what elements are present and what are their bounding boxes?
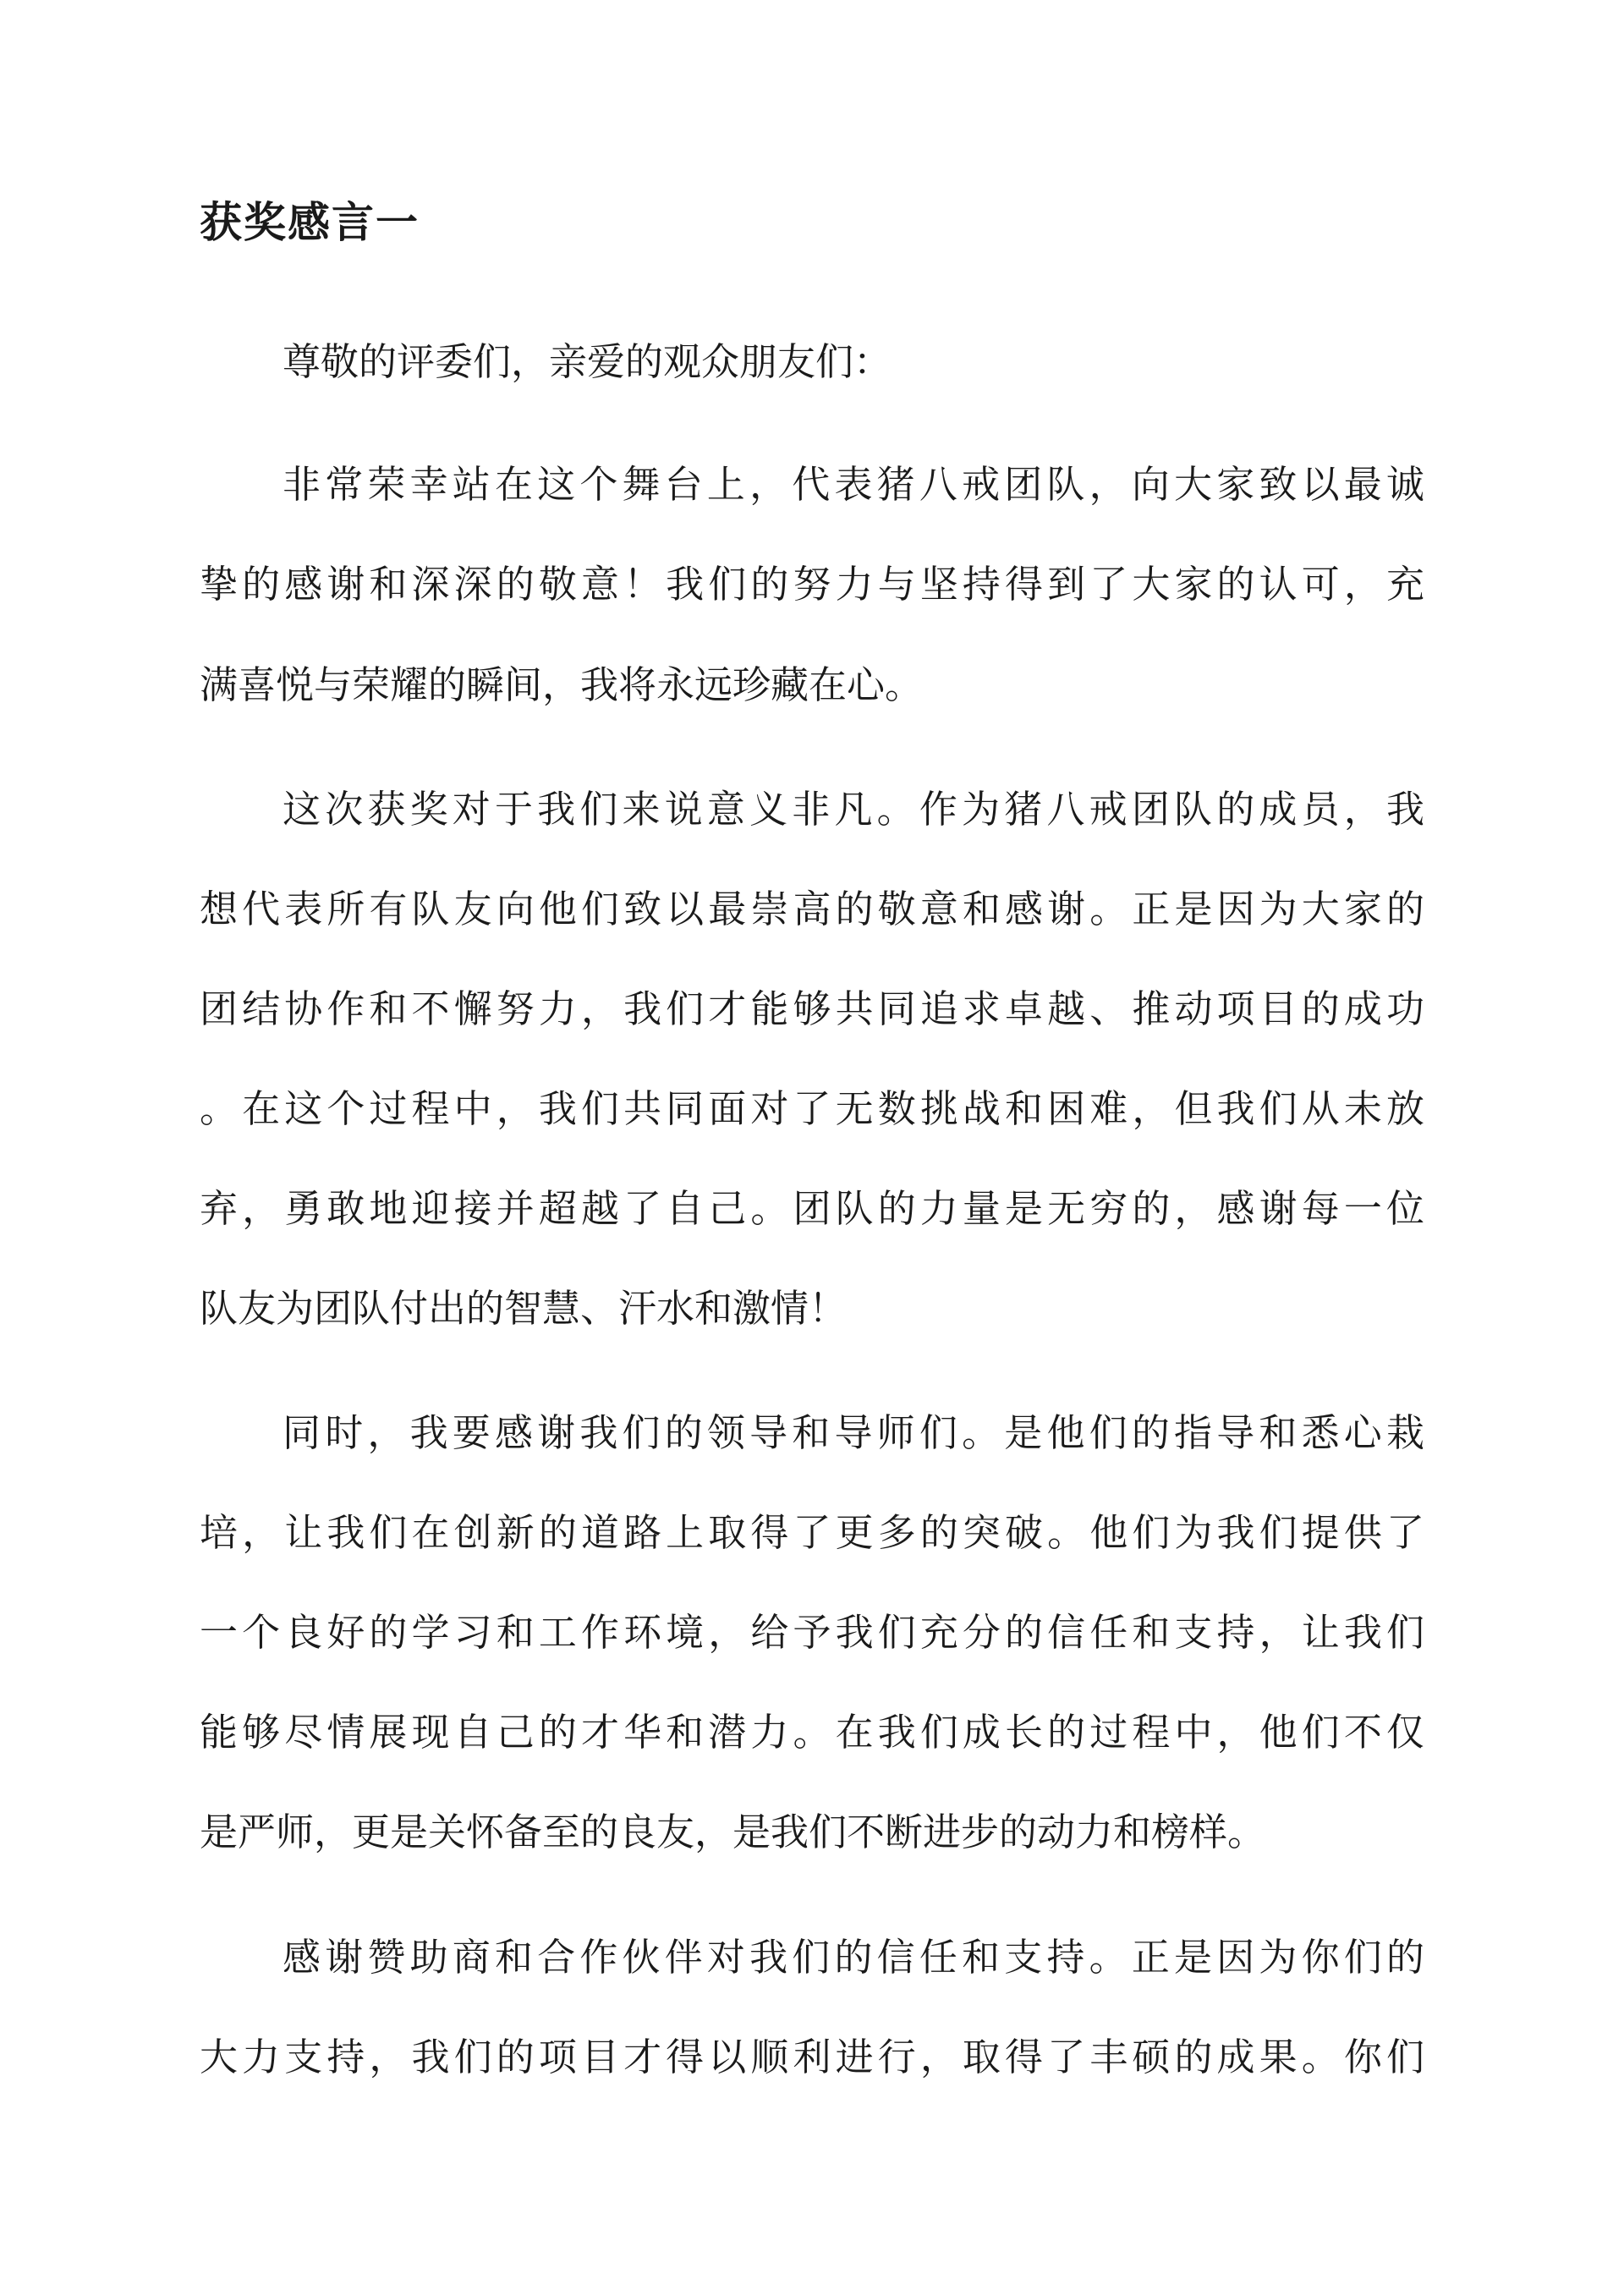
paragraph-2-line-6: 队友为团队付出的智慧、汗水和激情！ — [200, 1286, 848, 1331]
paragraph-1-line-2: 挚的感谢和深深的敬意！我们的努力与坚持得到了大家的认可，充 — [200, 562, 1424, 607]
paragraph-2-line-5: 弃，勇敢地迎接并超越了自己。团队的力量是无穷的，感谢每一位 — [200, 1186, 1424, 1231]
paragraph-3-line-1: 同时，我要感谢我们的领导和导师们。是他们的指导和悉心栽 — [283, 1410, 1424, 1455]
paragraph-3-line-4: 能够尽情展现自己的才华和潜力。在我们成长的过程中，他们不仅 — [200, 1710, 1424, 1755]
paragraph-3-line-2: 培，让我们在创新的道路上取得了更多的突破。他们为我们提供了 — [200, 1510, 1424, 1555]
paragraph-2-line-3: 团结协作和不懈努力，我们才能够共同追求卓越、推动项目的成功 — [200, 986, 1424, 1031]
document-title: 获奖感言一 — [200, 197, 420, 247]
paragraph-3-line-3: 一个良好的学习和工作环境，给予我们充分的信任和支持，让我们 — [200, 1610, 1424, 1655]
paragraph-4-line-1: 感谢赞助商和合作伙伴对我们的信任和支持。正是因为你们的 — [283, 1935, 1424, 1980]
paragraph-2-line-2: 想代表所有队友向他们致以最崇高的敬意和感谢。正是因为大家的 — [200, 887, 1424, 931]
salutation-line: 尊敬的评委们，亲爱的观众朋友们： — [283, 339, 892, 384]
paragraph-3-line-5: 是严师，更是关怀备至的良友，是我们不断进步的动力和榜样。 — [200, 1810, 1266, 1854]
paragraph-4-line-2: 大力支持，我们的项目才得以顺利进行，取得了丰硕的成果。你们 — [200, 2035, 1424, 2079]
paragraph-2-line-1: 这次获奖对于我们来说意义非凡。作为猪八戒团队的成员，我 — [283, 787, 1424, 832]
paragraph-2-line-4: 。在这个过程中，我们共同面对了无数挑战和困难，但我们从未放 — [200, 1086, 1424, 1131]
paragraph-1-line-3: 满喜悦与荣耀的瞬间，我将永远珍藏在心。 — [200, 662, 924, 707]
paragraph-1-line-1: 非常荣幸站在这个舞台上，代表猪八戒团队，向大家致以最诚 — [283, 462, 1424, 507]
